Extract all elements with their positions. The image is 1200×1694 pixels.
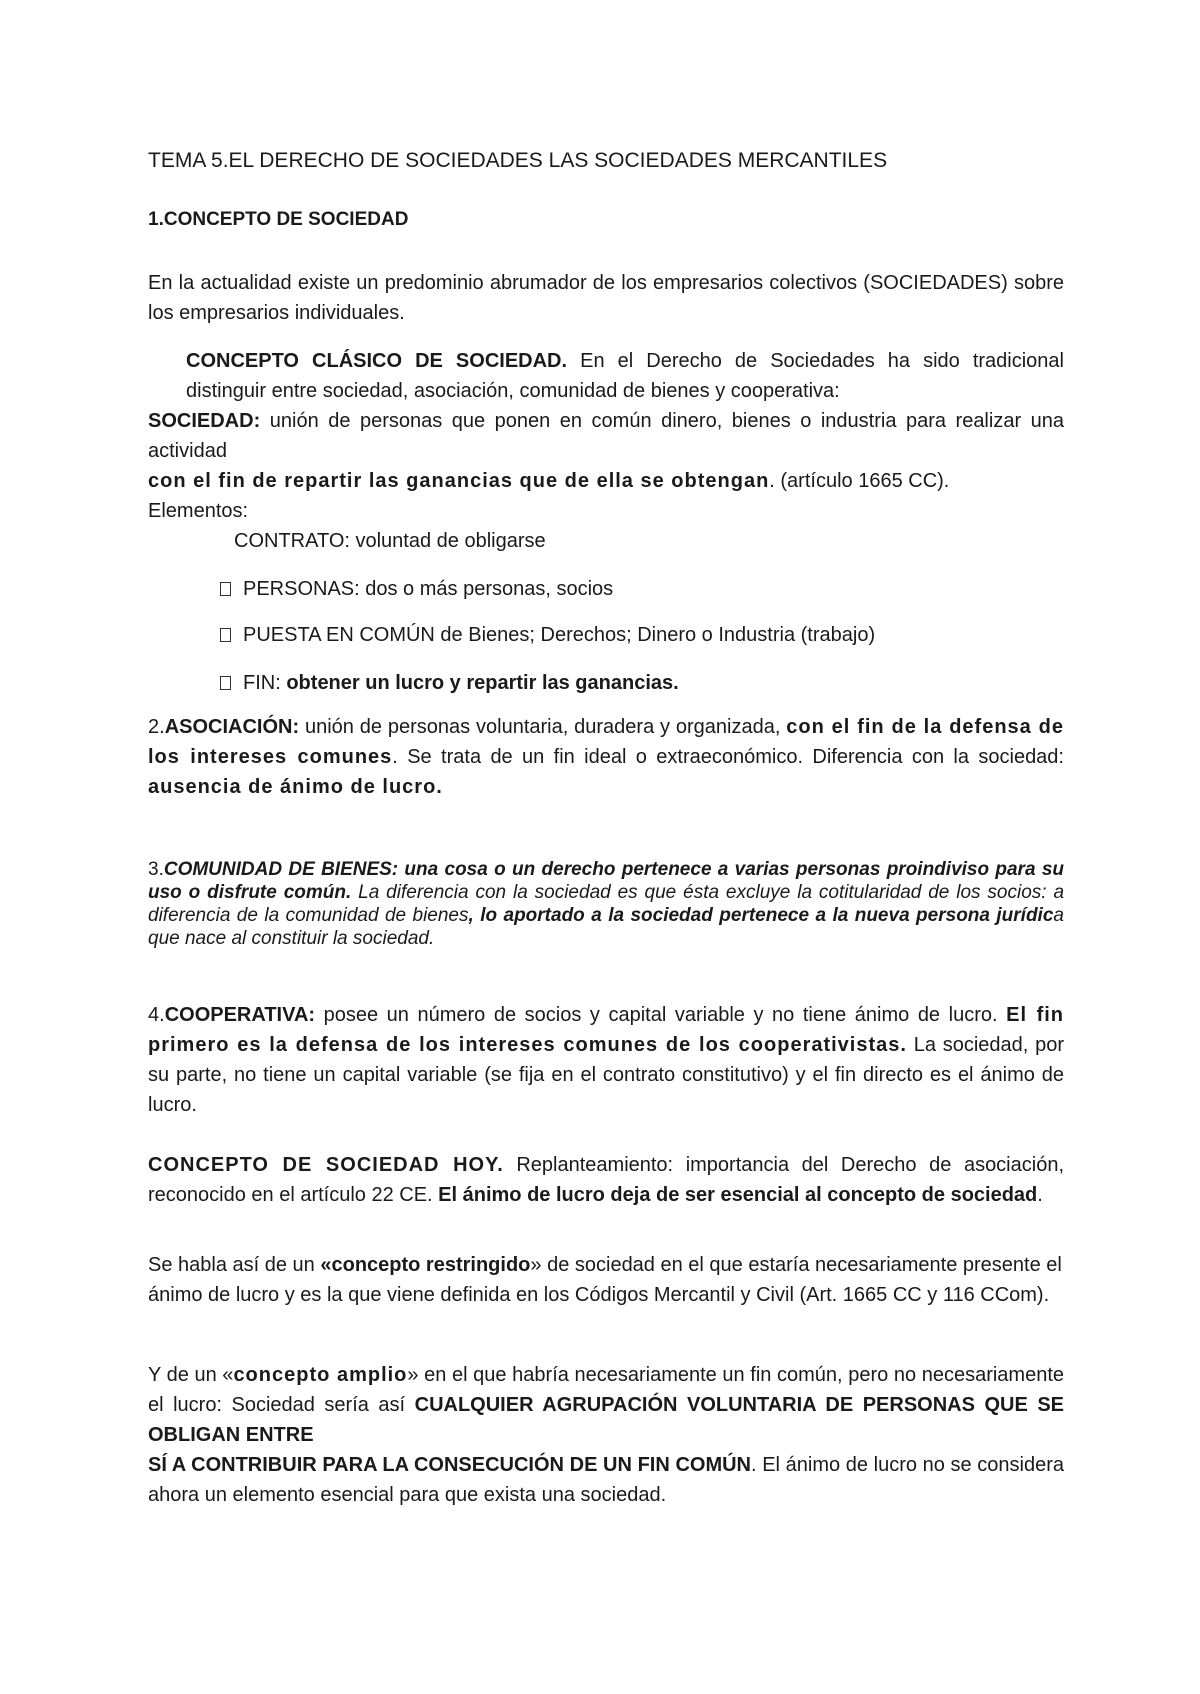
- sociedad-after: . (artículo 1665 CC).: [769, 470, 950, 492]
- element-fin: [220, 668, 679, 698]
- asociacion-text2: . Se trata de un fin ideal o extraeconómico. Diferencia con la sociedad:: [392, 746, 1064, 768]
- cooperativa-bold1: El fin primero es la defensa de los intereses comunes de los cooperativistas.: [148, 1004, 1065, 1056]
- intro-paragraph: En la actualidad existe un predominio abrumador de los empresarios colectivos (SOCIEDADES) sobre los empresarios individuales.: [148, 272, 1064, 324]
- asociacion-bold1: con el fin de la defensa de los intereses comunes: [148, 716, 1064, 768]
- classic-concept-paragraph: [186, 346, 1064, 406]
- cooperativa-text2: La sociedad, por su parte, no tiene un capital variable (se fija en el contrato constitutivo) y el fin directo es el ánimo de lucro.: [148, 1034, 1064, 1116]
- sociedad-hoy-paragraph: [148, 1150, 1064, 1210]
- sociedad-paragraph: [148, 406, 1064, 526]
- amplio-text1: Y de un «: [148, 1364, 234, 1386]
- section-heading-concepto: 1.CONCEPTO DE SOCIEDAD: [148, 209, 409, 230]
- sociedad-hoy-text1: Replanteamiento: importancia del Derecho de asociación, reconocido en el artículo 22 CE.: [148, 1154, 1064, 1206]
- element-personas: [220, 574, 613, 604]
- asociacion-text1: unión de personas voluntaria, duradera y organizada,: [299, 716, 787, 738]
- element-puesta: [220, 620, 875, 650]
- comunidad-bold2: , lo aportado a la sociedad pertenece a la nueva persona jurídic: [468, 905, 1054, 926]
- comunidad-paragraph: [148, 858, 1064, 950]
- sociedad-hoy-label: CONCEPTO DE SOCIEDAD HOY.: [148, 1154, 504, 1176]
- sociedad-label: SOCIEDAD:: [148, 410, 261, 432]
- checkbox-icon: [220, 582, 231, 596]
- amplio-text2: » en el que habría necesariamente un fin común, pero no necesariamente el lucro: Sociedad sería así: [148, 1364, 1065, 1416]
- document-title: TEMA 5.EL DERECHO DE SOCIEDADES LAS SOCIEDADES MERCANTILES: [148, 149, 888, 172]
- cooperativa-label: COOPERATIVA:: [164, 1004, 316, 1026]
- element-fin-bold: obtener un lucro y repartir las ganancias.: [286, 672, 679, 694]
- amplio-bold3: SÍ A CONTRIBUIR PARA LA CONSECUCIÓN DE UN FIN COMÚN: [148, 1454, 751, 1476]
- sociedad-hoy-text2: .: [1037, 1184, 1043, 1206]
- sociedad-hoy-bold1: El ánimo de lucro deja de ser esencial al concepto de sociedad: [438, 1184, 1038, 1206]
- cooperativa-text1: posee un número de socios y capital variable y no tiene ánimo de lucro.: [315, 1004, 998, 1026]
- asociacion-num: 2.: [148, 716, 165, 738]
- comunidad-bold1: COMUNIDAD DE BIENES: una cosa o un derecho pertenece a varias personas proindiviso para su uso o disfrute común.: [148, 859, 1064, 903]
- asociacion-label: ASOCIACIÓN:: [164, 716, 300, 738]
- comunidad-num: 3.: [148, 859, 164, 880]
- checkbox-icon: [220, 628, 231, 642]
- element-puesta-text: PUESTA EN COMÚN de Bienes; Derechos; Dinero o Industria (trabajo): [243, 624, 876, 646]
- sociedad-bold-line: con el fin de repartir las ganancias que de ella se obtengan: [148, 470, 770, 492]
- asociacion-bold2: ausencia de ánimo de lucro.: [148, 776, 443, 798]
- amplio-text3: . El ánimo de lucro no se considera ahora un elemento esencial para que exista una sociedad.: [148, 1454, 1064, 1506]
- amplio-paragraph: [148, 1360, 1064, 1510]
- element-contrato: CONTRATO: voluntad de obligarse: [234, 530, 546, 552]
- checkbox-icon: [220, 676, 231, 690]
- restringido-paragraph: [148, 1250, 1064, 1310]
- comunidad-text1: La diferencia con la sociedad es que ésta excluye la cotitularidad de los socios: a diferencia de la comunidad de bienes: [148, 882, 1065, 926]
- elementos-label: Elementos:: [148, 500, 249, 522]
- amplio-bold1: concepto amplio: [233, 1364, 408, 1386]
- amplio-bold2: CUALQUIER AGRUPACIÓN VOLUNTARIA DE PERSONAS QUE SE OBLIGAN ENTRE: [148, 1394, 1064, 1446]
- asociacion-paragraph: [148, 712, 1064, 802]
- sociedad-text: unión de personas que ponen en común dinero, bienes o industria para realizar una actividad: [148, 410, 1064, 462]
- classic-concept-text: En el Derecho de Sociedades ha sido tradicional distinguir entre sociedad, asociación, comunidad de bienes y cooperativa:: [186, 350, 1064, 402]
- element-fin-label: FIN:: [243, 672, 287, 694]
- cooperativa-paragraph: [148, 1000, 1064, 1120]
- restringido-bold1: «concepto restringido: [320, 1254, 531, 1276]
- cooperativa-num: 4.: [148, 1004, 165, 1026]
- restringido-text2: » de sociedad en el que estaría necesariamente presente el ánimo de lucro y es la que viene definida en los Códigos Mercantil y Civil (Art. 1665 CC y 116 CCom).: [148, 1254, 1062, 1306]
- restringido-text1: Se habla así de un: [148, 1254, 321, 1276]
- element-personas-text: PERSONAS: dos o más personas, socios: [243, 578, 614, 600]
- comunidad-text2: a que nace al constituir la sociedad.: [148, 905, 1064, 949]
- classic-concept-label: CONCEPTO CLÁSICO DE SOCIEDAD.: [186, 350, 568, 372]
